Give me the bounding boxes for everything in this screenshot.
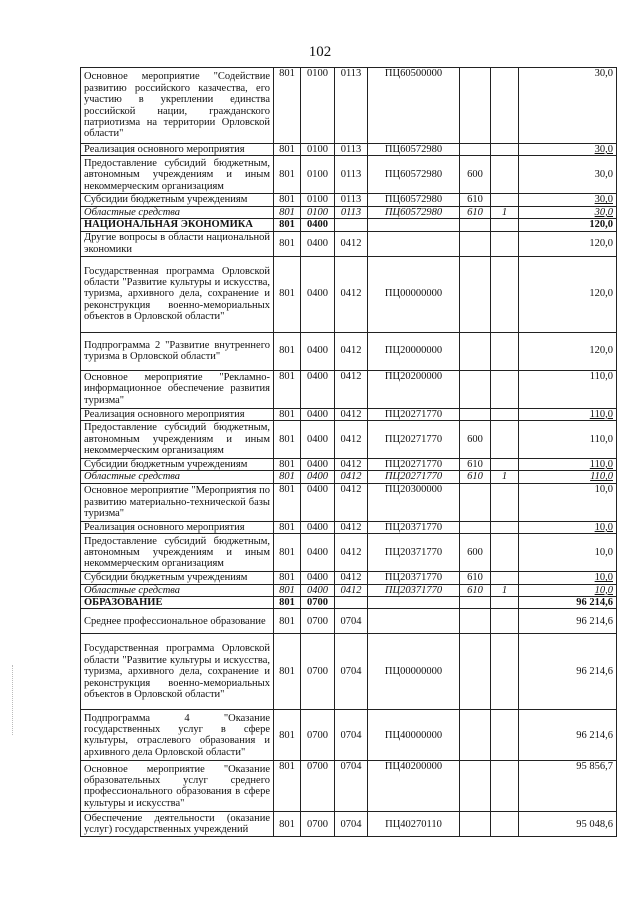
row-section-code: 0700	[301, 634, 335, 710]
row-amount: 10,0	[519, 572, 617, 584]
row-name: Предоставление субсидий бюджетным, автономным учреждениям и иным некоммерческим организациям	[81, 421, 274, 459]
row-section-code: 0700	[301, 710, 335, 761]
row-grbs-code: 801	[274, 370, 301, 408]
row-section-code: 0100	[301, 194, 335, 206]
row-subsection-code: 0704	[335, 812, 368, 837]
row-section-code: 0400	[301, 421, 335, 459]
row-subsection-code: 0412	[335, 572, 368, 584]
row-grbs-code: 801	[274, 256, 301, 332]
row-section-code: 0400	[301, 408, 335, 420]
row-section-code: 0700	[301, 609, 335, 634]
row-funding-source	[491, 710, 519, 761]
row-section-code: 0400	[301, 521, 335, 533]
row-expense-type: 610	[460, 206, 491, 218]
row-target-article: ПЦ40270110	[368, 812, 460, 837]
row-name: Подпрограмма 2 "Развитие внутреннего туризма в Орловской области"	[81, 332, 274, 370]
row-section-code: 0400	[301, 534, 335, 572]
row-name: Субсидии бюджетным учреждениям	[81, 572, 274, 584]
row-expense-type	[460, 761, 491, 812]
row-subsection-code: 0704	[335, 710, 368, 761]
table-row	[81, 597, 617, 609]
row-name: Основное мероприятие "Содействие развитию российского казачества, его участию в укреплении единства российской нации, гражданского патриотизма на территории Орловской области"	[81, 68, 274, 144]
row-section-code: 0400	[301, 332, 335, 370]
row-target-article: ПЦ00000000	[368, 634, 460, 710]
row-funding-source: 1	[491, 584, 519, 596]
table-row	[81, 231, 617, 256]
row-expense-type: 610	[460, 584, 491, 596]
row-target-article: ПЦ00000000	[368, 256, 460, 332]
table-row	[81, 521, 617, 533]
row-funding-source	[491, 812, 519, 837]
table-row	[81, 534, 617, 572]
row-grbs-code: 801	[274, 219, 301, 231]
row-grbs-code: 801	[274, 408, 301, 420]
row-subsection-code: 0412	[335, 332, 368, 370]
row-name: Основное мероприятие "Оказание образовательных услуг среднего профессионального образования в сфере культуры и искусства"	[81, 761, 274, 812]
row-target-article: ПЦ20271770	[368, 408, 460, 420]
row-target-article: ПЦ20371770	[368, 521, 460, 533]
row-funding-source	[491, 256, 519, 332]
row-subsection-code: 0412	[335, 521, 368, 533]
row-subsection-code: 0412	[335, 256, 368, 332]
row-amount: 110,0	[519, 459, 617, 471]
row-grbs-code: 801	[274, 634, 301, 710]
row-name: Реализация основного мероприятия	[81, 408, 274, 420]
row-amount: 96 214,6	[519, 609, 617, 634]
row-name: Подпрограмма 4 "Оказание государственных услуг в сфере культуры, отраслевого образования и архивного дела Орловской области"	[81, 710, 274, 761]
row-section-code: 0400	[301, 471, 335, 483]
row-target-article	[368, 219, 460, 231]
row-funding-source	[491, 634, 519, 710]
row-funding-source	[491, 156, 519, 194]
row-amount: 30,0	[519, 194, 617, 206]
row-target-article	[368, 609, 460, 634]
row-section-code: 0100	[301, 156, 335, 194]
table-row	[81, 572, 617, 584]
row-funding-source	[491, 408, 519, 420]
row-expense-type	[460, 609, 491, 634]
row-target-article: ПЦ20271770	[368, 471, 460, 483]
row-amount: 30,0	[519, 206, 617, 218]
row-target-article: ПЦ40000000	[368, 710, 460, 761]
row-expense-type: 610	[460, 471, 491, 483]
row-funding-source	[491, 534, 519, 572]
row-funding-source	[491, 68, 519, 144]
table-row	[81, 68, 617, 144]
row-grbs-code: 801	[274, 206, 301, 218]
row-expense-type	[460, 483, 491, 521]
table-row	[81, 256, 617, 332]
row-expense-type	[460, 231, 491, 256]
row-section-code: 0400	[301, 459, 335, 471]
row-expense-type: 600	[460, 421, 491, 459]
row-target-article: ПЦ20371770	[368, 534, 460, 572]
row-expense-type	[460, 332, 491, 370]
table-row	[81, 609, 617, 634]
table-row	[81, 634, 617, 710]
page-number: 102	[308, 44, 332, 60]
row-section-code: 0400	[301, 231, 335, 256]
row-name: Реализация основного мероприятия	[81, 144, 274, 156]
row-grbs-code: 801	[274, 812, 301, 837]
row-grbs-code: 801	[274, 609, 301, 634]
row-name: Субсидии бюджетным учреждениям	[81, 194, 274, 206]
row-target-article	[368, 231, 460, 256]
row-expense-type	[460, 219, 491, 231]
row-amount: 96 214,6	[519, 710, 617, 761]
row-section-code: 0400	[301, 219, 335, 231]
row-funding-source	[491, 370, 519, 408]
row-subsection-code: 0113	[335, 156, 368, 194]
row-section-code: 0400	[301, 483, 335, 521]
row-funding-source	[491, 572, 519, 584]
row-expense-type	[460, 144, 491, 156]
row-name: Обеспечение деятельности (оказание услуг) государственных учреждений	[81, 812, 274, 837]
table-row	[81, 483, 617, 521]
table-row	[81, 332, 617, 370]
row-amount: 120,0	[519, 219, 617, 231]
row-section-code: 0400	[301, 584, 335, 596]
row-grbs-code: 801	[274, 572, 301, 584]
row-expense-type	[460, 408, 491, 420]
row-subsection-code: 0412	[335, 471, 368, 483]
row-amount: 95 856,7	[519, 761, 617, 812]
row-funding-source: 1	[491, 471, 519, 483]
row-name: Другие вопросы в области национальной экономики	[81, 231, 274, 256]
row-funding-source	[491, 597, 519, 609]
table-row	[81, 194, 617, 206]
row-expense-type: 610	[460, 459, 491, 471]
row-target-article: ПЦ20371770	[368, 572, 460, 584]
row-expense-type	[460, 597, 491, 609]
row-section-code: 0700	[301, 812, 335, 837]
row-target-article: ПЦ60572980	[368, 144, 460, 156]
row-target-article: ПЦ20200000	[368, 370, 460, 408]
row-amount: 10,0	[519, 534, 617, 572]
row-expense-type	[460, 256, 491, 332]
row-amount: 110,0	[519, 370, 617, 408]
row-grbs-code: 801	[274, 584, 301, 596]
row-name: Государственная программа Орловской области "Развитие культуры и искусства, туризма, архивного дела, сохранение и реконструкция военно-мемориальных объектов в Орловской области"	[81, 256, 274, 332]
row-funding-source	[491, 421, 519, 459]
row-amount: 120,0	[519, 332, 617, 370]
row-grbs-code: 801	[274, 156, 301, 194]
table-row	[81, 710, 617, 761]
row-subsection-code	[335, 219, 368, 231]
row-subsection-code: 0412	[335, 231, 368, 256]
row-target-article: ПЦ20271770	[368, 459, 460, 471]
row-name: Предоставление субсидий бюджетным, автономным учреждениям и иным некоммерческим организациям	[81, 534, 274, 572]
table-row	[81, 408, 617, 420]
row-grbs-code: 801	[274, 194, 301, 206]
row-name: Среднее профессиональное образование	[81, 609, 274, 634]
row-target-article	[368, 597, 460, 609]
row-name: НАЦИОНАЛЬНАЯ ЭКОНОМИКА	[81, 219, 274, 231]
table-row	[81, 812, 617, 837]
row-subsection-code: 0113	[335, 144, 368, 156]
row-target-article: ПЦ60572980	[368, 206, 460, 218]
row-amount: 10,0	[519, 584, 617, 596]
row-name: Государственная программа Орловской области "Развитие культуры и искусства, туризма, архивного дела, сохранение и реконструкция военно-мемориальных объектов в Орловской области"	[81, 634, 274, 710]
table-row	[81, 421, 617, 459]
row-subsection-code: 0412	[335, 534, 368, 572]
row-grbs-code: 801	[274, 144, 301, 156]
table-row	[81, 584, 617, 596]
row-subsection-code: 0113	[335, 194, 368, 206]
row-expense-type	[460, 812, 491, 837]
budget-table	[80, 67, 617, 837]
row-target-article: ПЦ20300000	[368, 483, 460, 521]
row-funding-source	[491, 483, 519, 521]
row-name: Реализация основного мероприятия	[81, 521, 274, 533]
row-grbs-code: 801	[274, 710, 301, 761]
row-target-article: ПЦ60572980	[368, 156, 460, 194]
row-subsection-code: 0412	[335, 408, 368, 420]
row-amount: 110,0	[519, 408, 617, 420]
table-row	[81, 471, 617, 483]
table-row	[81, 370, 617, 408]
table-row	[81, 144, 617, 156]
row-target-article: ПЦ20371770	[368, 584, 460, 596]
row-amount: 110,0	[519, 471, 617, 483]
row-expense-type: 600	[460, 534, 491, 572]
table-row	[81, 206, 617, 218]
row-expense-type	[460, 521, 491, 533]
row-amount: 30,0	[519, 68, 617, 144]
row-name: Областные средства	[81, 471, 274, 483]
row-amount: 10,0	[519, 521, 617, 533]
row-grbs-code: 801	[274, 597, 301, 609]
row-expense-type: 600	[460, 156, 491, 194]
row-grbs-code: 801	[274, 459, 301, 471]
row-grbs-code: 801	[274, 761, 301, 812]
row-grbs-code: 801	[274, 421, 301, 459]
row-funding-source	[491, 219, 519, 231]
row-funding-source	[491, 459, 519, 471]
row-section-code: 0700	[301, 597, 335, 609]
table-row	[81, 156, 617, 194]
budget-table-body	[81, 68, 617, 837]
row-subsection-code: 0704	[335, 634, 368, 710]
row-subsection-code: 0113	[335, 68, 368, 144]
row-grbs-code: 801	[274, 332, 301, 370]
row-subsection-code: 0412	[335, 483, 368, 521]
row-section-code: 0100	[301, 144, 335, 156]
table-row	[81, 459, 617, 471]
row-grbs-code: 801	[274, 534, 301, 572]
row-amount: 120,0	[519, 256, 617, 332]
row-grbs-code: 801	[274, 521, 301, 533]
row-section-code: 0400	[301, 370, 335, 408]
row-funding-source	[491, 144, 519, 156]
row-section-code: 0400	[301, 256, 335, 332]
row-name: Субсидии бюджетным учреждениям	[81, 459, 274, 471]
row-funding-source: 1	[491, 206, 519, 218]
row-funding-source	[491, 761, 519, 812]
row-section-code: 0700	[301, 761, 335, 812]
row-section-code: 0100	[301, 68, 335, 144]
row-amount: 96 214,6	[519, 634, 617, 710]
row-subsection-code: 0412	[335, 584, 368, 596]
row-section-code: 0100	[301, 206, 335, 218]
row-name: Областные средства	[81, 206, 274, 218]
row-expense-type: 610	[460, 194, 491, 206]
row-name: Предоставление субсидий бюджетным, автономным учреждениям и иным некоммерческим организациям	[81, 156, 274, 194]
row-target-article: ПЦ20000000	[368, 332, 460, 370]
row-funding-source	[491, 609, 519, 634]
table-row	[81, 761, 617, 812]
row-name: Основное мероприятие "Рекламно-информационное обеспечение развития туризма"	[81, 370, 274, 408]
row-amount: 30,0	[519, 144, 617, 156]
row-funding-source	[491, 231, 519, 256]
row-funding-source	[491, 194, 519, 206]
row-grbs-code: 801	[274, 68, 301, 144]
row-subsection-code	[335, 597, 368, 609]
row-grbs-code: 801	[274, 471, 301, 483]
row-subsection-code: 0704	[335, 609, 368, 634]
row-funding-source	[491, 332, 519, 370]
row-name: Основное мероприятие "Мероприятия по развитию материально-технической базы туризма"	[81, 483, 274, 521]
row-target-article: ПЦ40200000	[368, 761, 460, 812]
row-subsection-code: 0412	[335, 459, 368, 471]
row-amount: 120,0	[519, 231, 617, 256]
row-amount: 30,0	[519, 156, 617, 194]
row-expense-type: 610	[460, 572, 491, 584]
row-target-article: ПЦ60500000	[368, 68, 460, 144]
row-target-article: ПЦ60572980	[368, 194, 460, 206]
row-amount: 96 214,6	[519, 597, 617, 609]
row-expense-type	[460, 634, 491, 710]
row-target-article: ПЦ20271770	[368, 421, 460, 459]
row-funding-source	[491, 521, 519, 533]
row-section-code: 0400	[301, 572, 335, 584]
row-subsection-code: 0412	[335, 421, 368, 459]
row-subsection-code: 0113	[335, 206, 368, 218]
row-grbs-code: 801	[274, 231, 301, 256]
row-name: ОБРАЗОВАНИЕ	[81, 597, 274, 609]
row-expense-type	[460, 68, 491, 144]
scan-margin-mark	[12, 665, 14, 735]
row-amount: 95 048,6	[519, 812, 617, 837]
row-name: Областные средства	[81, 584, 274, 596]
row-expense-type	[460, 370, 491, 408]
row-amount: 10,0	[519, 483, 617, 521]
table-row	[81, 219, 617, 231]
row-amount: 110,0	[519, 421, 617, 459]
row-subsection-code: 0412	[335, 370, 368, 408]
row-subsection-code: 0704	[335, 761, 368, 812]
row-grbs-code: 801	[274, 483, 301, 521]
row-expense-type	[460, 710, 491, 761]
